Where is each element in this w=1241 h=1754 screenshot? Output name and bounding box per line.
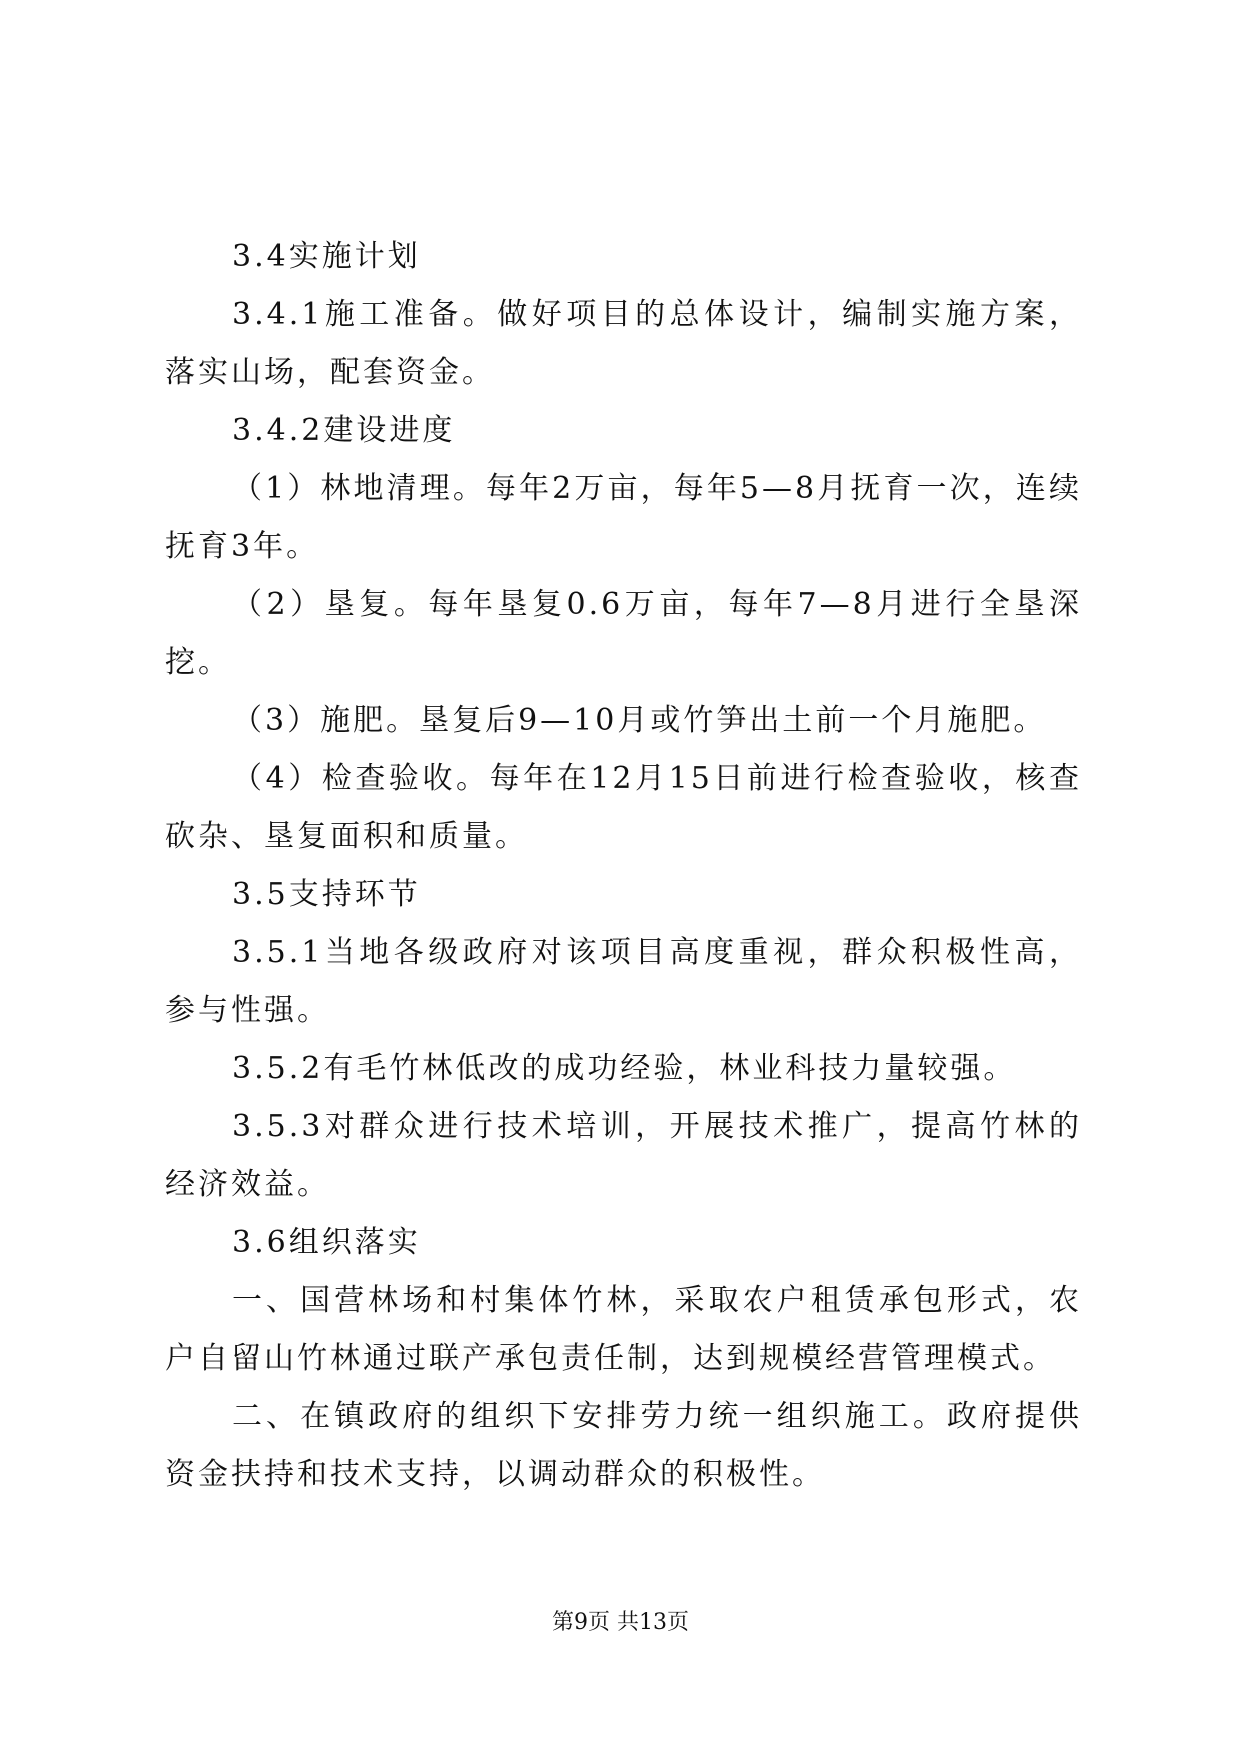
section-heading-3-4: 3.4实施计划 — [232, 239, 421, 274]
section-heading-3-5: 3.5支持环节 — [232, 877, 421, 912]
list-item-3: （3）施肥。垦复后9—10月或竹笋出土前一个月施肥。 — [232, 703, 1047, 738]
paragraph-3-5-2: 3.5.2有毛竹林低改的成功经验，林业科技力量较强。 — [232, 1051, 1017, 1086]
list-item-2: （2）垦复。每年垦复0.6万亩，每年7—8月进行全垦深挖。 — [165, 587, 1082, 680]
paragraph-3-4-1: 3.4.1施工准备。做好项目的总体设计，编制实施方案，落实山场，配套资金。 — [165, 297, 1082, 390]
paragraph-item-two: 二、在镇政府的组织下安排劳力统一组织施工。政府提供资金扶持和技术支持，以调动群众的积极性。 — [165, 1399, 1082, 1492]
section-heading-3-4-2: 3.4.2建设进度 — [232, 413, 456, 448]
paragraph-3-5-3: 3.5.3对群众进行技术培训，开展技术推广，提高竹林的经济效益。 — [165, 1109, 1082, 1202]
list-item-4: （4）检查验收。每年在12月15日前进行检查验收，核查砍杂、垦复面积和质量。 — [165, 761, 1082, 854]
document-body — [165, 228, 1082, 1504]
paragraph-item-one: 一、国营林场和村集体竹林，采取农户租赁承包形式，农户自留山竹林通过联产承包责任制，达到规模经营管理模式。 — [165, 1283, 1082, 1376]
page-footer: 第9页 共13页 — [552, 1610, 689, 1635]
list-item-1: （1）林地清理。每年2万亩，每年5—8月抚育一次，连续抚育3年。 — [165, 471, 1082, 564]
section-heading-3-6: 3.6组织落实 — [232, 1225, 421, 1260]
paragraph-3-5-1: 3.5.1当地各级政府对该项目高度重视，群众积极性高，参与性强。 — [165, 935, 1082, 1028]
